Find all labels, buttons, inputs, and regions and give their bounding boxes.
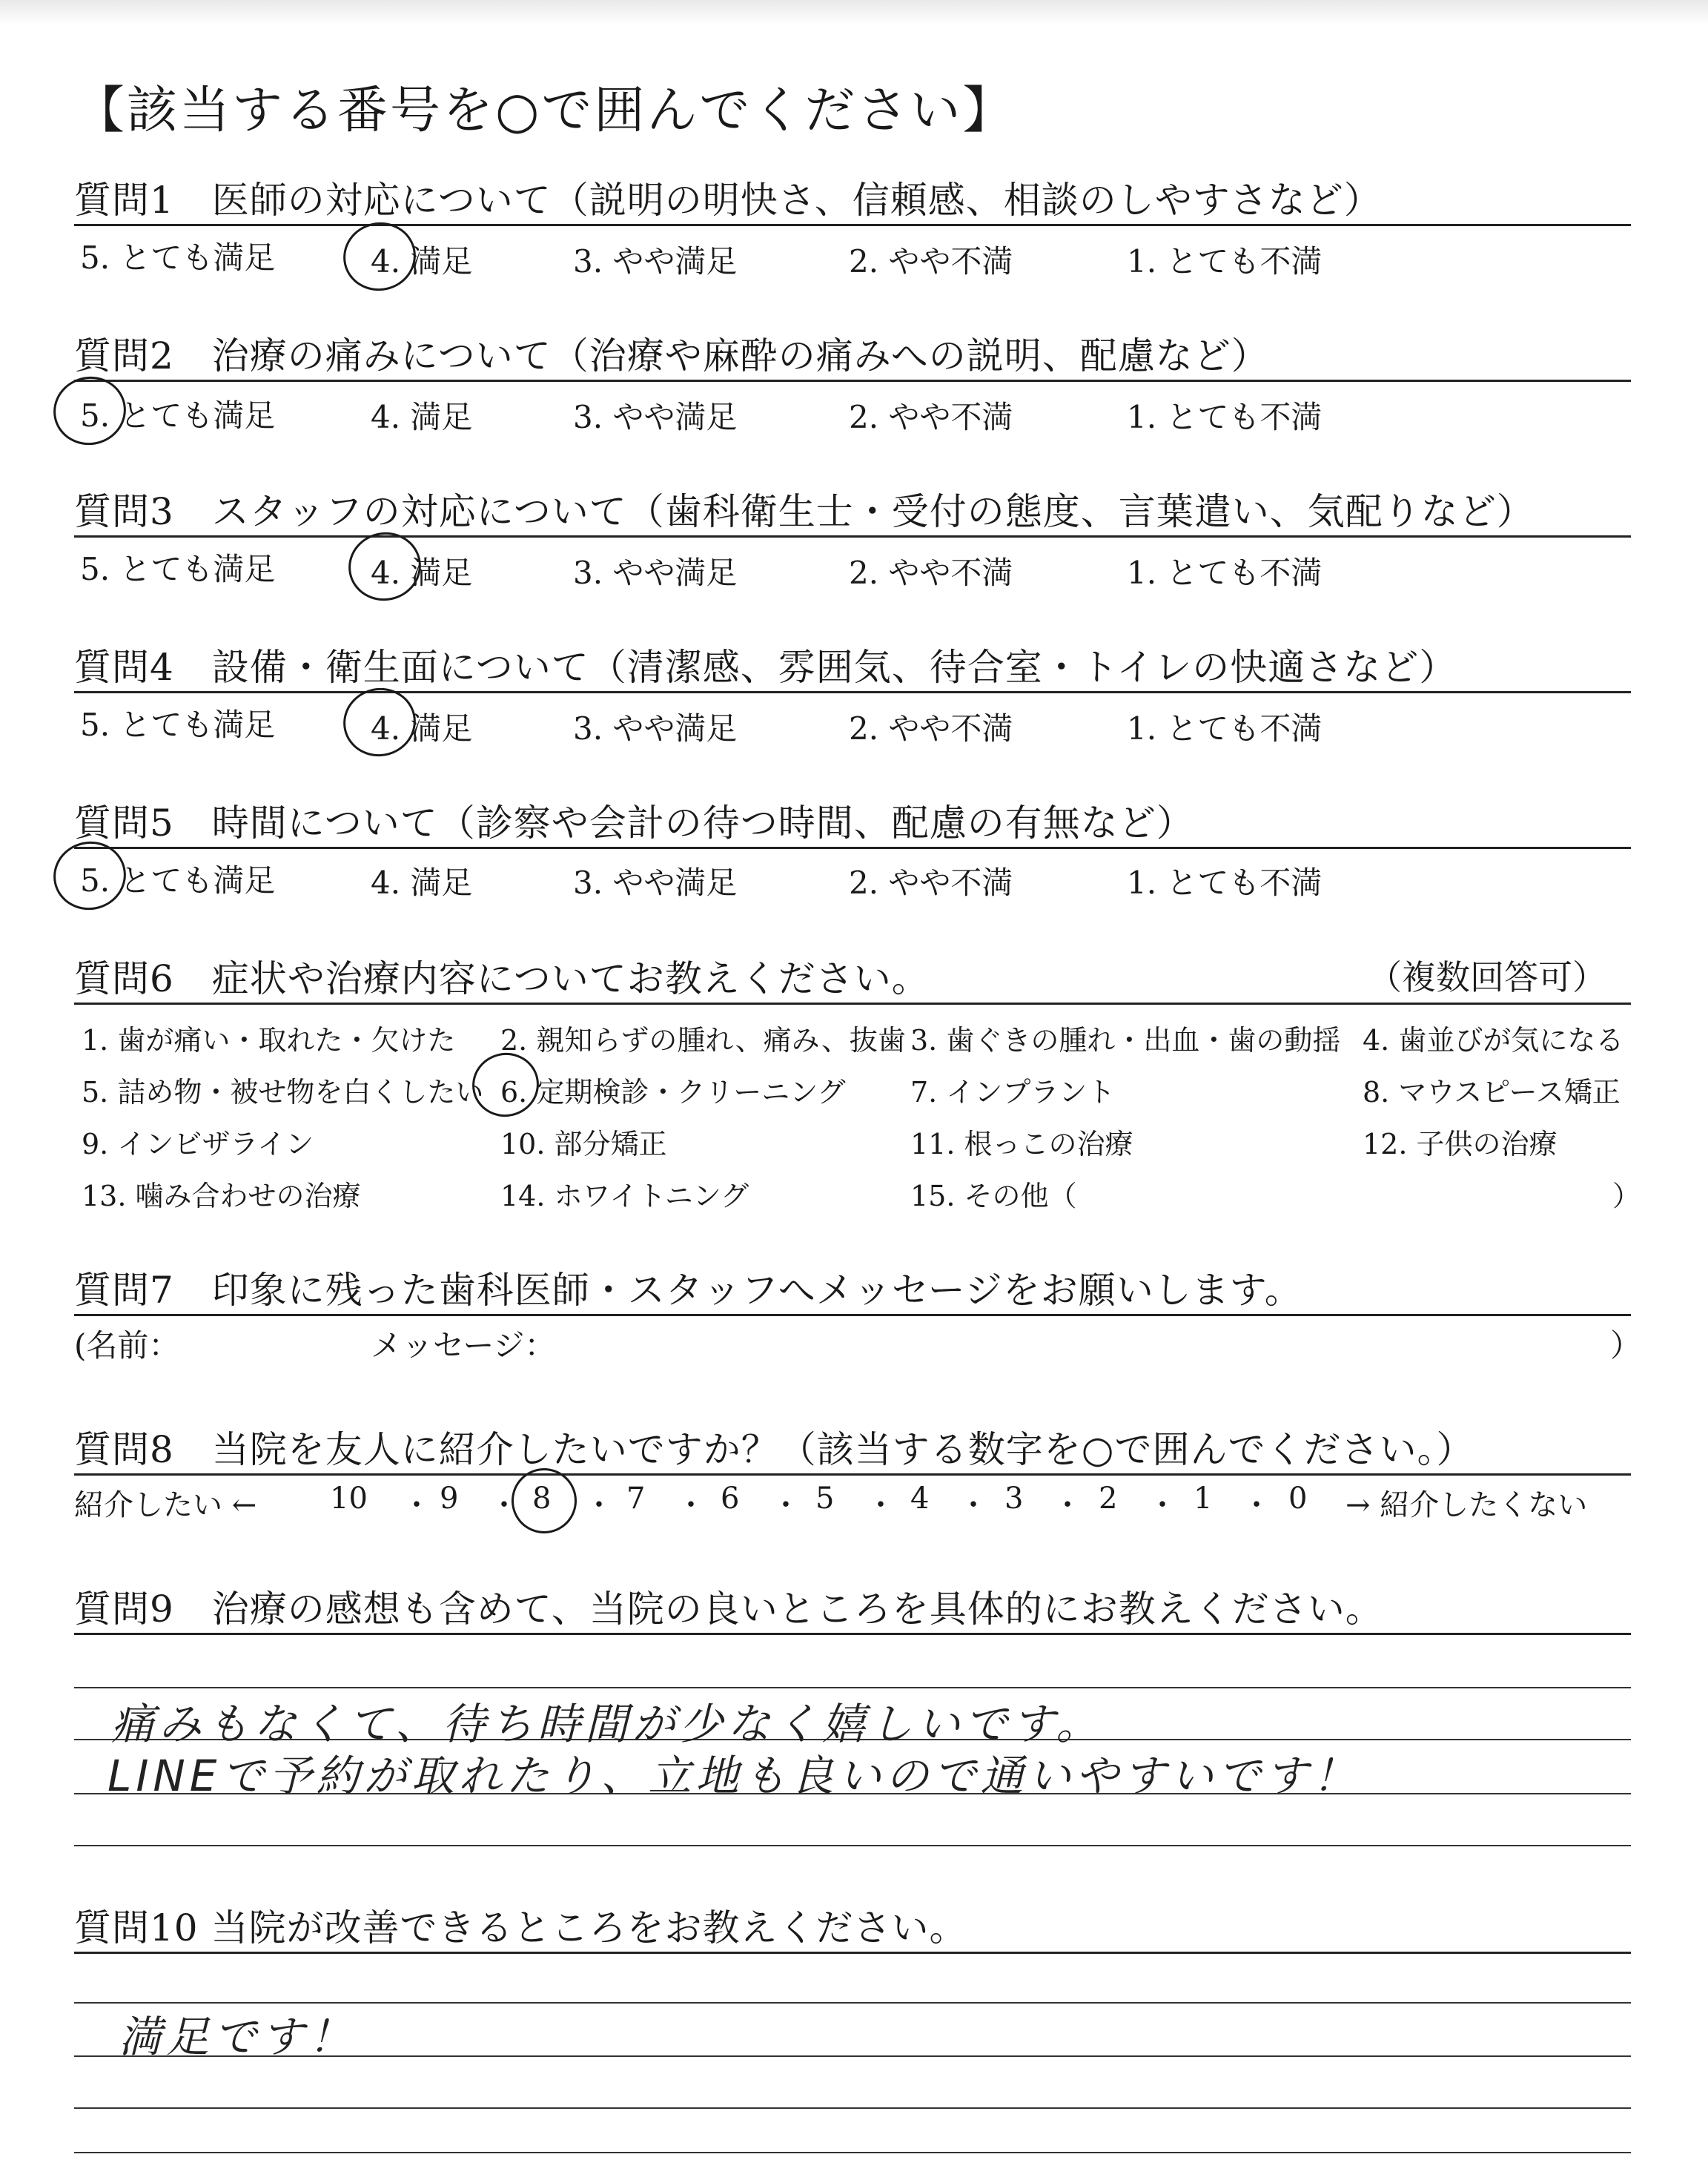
symptom-option[interactable]: 11. 根っこの治療 <box>910 1128 1133 1160</box>
symptom-option[interactable]: 10. 部分矯正 <box>500 1128 667 1160</box>
separator-dot: ・ <box>584 1488 614 1522</box>
option-1[interactable]: 1. とても不満 <box>1127 555 1323 591</box>
handwritten-answer[interactable]: 痛みもなくて、待ち時間が少なく嬉しいです。 <box>111 1699 1104 1749</box>
name-field-label[interactable]: (名前： <box>74 1327 180 1364</box>
symptom-option[interactable]: 2. 親知らずの腫れ、痛み、抜歯 <box>500 1024 906 1057</box>
question-7-title: 質問7 印象に残った歯科医師・スタッフへメッセージをお願いします。 <box>74 1269 1302 1312</box>
option-3[interactable]: 3. やや満足 <box>573 399 738 435</box>
divider <box>74 1003 1631 1005</box>
divider <box>74 847 1631 849</box>
handwritten-answer[interactable]: LINEで予約が取れたり、立地も良いので通いやすいです！ <box>107 1751 1360 1801</box>
writing-line <box>74 2107 1631 2109</box>
scale-value[interactable]: 3 <box>1004 1482 1024 1516</box>
divider <box>74 535 1631 538</box>
question-6-title: 質問6 症状や治療内容についてお教えください。 <box>74 957 930 1000</box>
option-4[interactable]: 4. 満足 <box>371 555 473 591</box>
separator-dot: ・ <box>402 1488 431 1522</box>
question-9-title: 質問9 治療の感想も含めて、当院の良いところを具体的にお教えください。 <box>74 1588 1383 1631</box>
separator-dot: ・ <box>676 1488 706 1522</box>
separator-dot: ・ <box>1148 1488 1177 1522</box>
selected-answer-circle <box>342 526 428 607</box>
option-2[interactable]: 2. やや不満 <box>849 555 1013 591</box>
option-5[interactable]: 5. とても満足 <box>80 862 276 899</box>
scale-value[interactable]: 8 <box>532 1482 552 1516</box>
other-close-paren: ） <box>1612 1180 1641 1212</box>
divider <box>74 691 1631 693</box>
option-4[interactable]: 4. 満足 <box>371 243 473 280</box>
scale-value[interactable]: 1 <box>1194 1482 1213 1516</box>
option-5[interactable]: 5. とても満足 <box>80 707 276 743</box>
message-field-label[interactable]: メッセージ： <box>371 1327 556 1364</box>
option-2[interactable]: 2. やや不満 <box>849 399 1013 435</box>
scale-value[interactable]: 7 <box>626 1482 646 1516</box>
handwritten-answer[interactable]: 満足です！ <box>119 2012 357 2062</box>
separator-dot: ・ <box>1242 1488 1271 1522</box>
option-3[interactable]: 3. やや満足 <box>573 243 738 280</box>
scale-right-label: → 紹介したくない <box>1345 1488 1588 1522</box>
divider <box>74 1952 1631 1954</box>
symptom-option[interactable]: 5. 詰め物・被せ物を白くしたい <box>82 1076 484 1109</box>
separator-dot: ・ <box>489 1488 519 1522</box>
multiple-answer-note: （複数回答可） <box>1368 957 1606 997</box>
symptom-option[interactable]: 7. インプラント <box>910 1076 1116 1109</box>
close-paren: ） <box>1610 1327 1642 1364</box>
option-5[interactable]: 5. とても満足 <box>80 551 276 587</box>
question-5-title: 質問5 時間について（診察や会計の待つ時間、配慮の有無など） <box>74 802 1194 845</box>
question-3-title: 質問3 スタッフの対応について（歯科衛生士・受付の態度、言葉遣い、気配りなど） <box>74 490 1535 533</box>
scale-value[interactable]: 4 <box>910 1482 930 1516</box>
scale-value[interactable]: 10 <box>330 1482 368 1516</box>
option-4[interactable]: 4. 満足 <box>371 710 473 747</box>
selected-answer-circle <box>337 681 423 763</box>
option-2[interactable]: 2. やや不満 <box>849 865 1013 901</box>
question-8-title: 質問8 当院を友人に紹介したいですか？（該当する数字を○で囲んでください。） <box>74 1428 1474 1471</box>
option-4[interactable]: 4. 満足 <box>371 399 473 435</box>
divider <box>74 380 1631 382</box>
symptom-option[interactable]: 14. ホワイトニング <box>500 1180 749 1212</box>
option-5[interactable]: 5. とても満足 <box>80 240 276 276</box>
symptom-option[interactable]: 13. 噛み合わせの治療 <box>82 1180 361 1212</box>
symptom-option[interactable]: 3. 歯ぐきの腫れ・出血・歯の動揺 <box>910 1024 1341 1057</box>
scale-value[interactable]: 5 <box>815 1482 835 1516</box>
scale-left-label: 紹介したい ← <box>74 1488 257 1522</box>
option-2[interactable]: 2. やや不満 <box>849 243 1013 280</box>
writing-line <box>74 1845 1631 1846</box>
symptom-option[interactable]: 15. その他（ <box>910 1180 1077 1212</box>
question-2-title: 質問2 治療の痛みについて（治療や麻酔の痛みへの説明、配慮など） <box>74 334 1269 377</box>
symptom-option[interactable]: 1. 歯が痛い・取れた・欠けた <box>82 1024 456 1057</box>
separator-dot: ・ <box>771 1488 801 1522</box>
option-3[interactable]: 3. やや満足 <box>573 555 738 591</box>
question-10-title: 質問10 当院が改善できるところをお教えください。 <box>74 1906 967 1949</box>
divider <box>74 224 1631 226</box>
option-4[interactable]: 4. 満足 <box>371 865 473 901</box>
option-3[interactable]: 3. やや満足 <box>573 865 738 901</box>
separator-dot: ・ <box>1053 1488 1082 1522</box>
separator-dot: ・ <box>959 1488 988 1522</box>
separator-dot: ・ <box>866 1488 896 1522</box>
option-5[interactable]: 5. とても満足 <box>80 397 276 434</box>
option-1[interactable]: 1. とても不満 <box>1127 243 1323 280</box>
selected-answer-circle <box>337 216 423 297</box>
scale-value[interactable]: 6 <box>721 1482 740 1516</box>
symptom-option[interactable]: 4. 歯並びが気になる <box>1363 1024 1624 1057</box>
writing-line <box>74 2152 1631 2153</box>
divider <box>74 1633 1631 1635</box>
selected-answer-circle <box>47 370 133 452</box>
scale-value[interactable]: 0 <box>1288 1482 1308 1516</box>
question-1-title: 質問1 医師の対応について（説明の明快さ、信頼感、相談のしやすさなど） <box>74 179 1382 222</box>
symptom-option[interactable]: 8. マウスピース矯正 <box>1363 1076 1621 1109</box>
scan-edge <box>0 0 1708 25</box>
symptom-option[interactable]: 9. インビザライン <box>82 1128 314 1160</box>
form-instruction: 【該当する番号を○で囲んでください】 <box>74 82 1016 140</box>
divider <box>74 1314 1631 1316</box>
question-4-title: 質問4 設備・衛生面について（清潔感、雰囲気、待合室・トイレの快適さなど） <box>74 646 1457 689</box>
symptom-option[interactable]: 6. 定期検診・クリーニング <box>500 1076 846 1109</box>
option-1[interactable]: 1. とても不満 <box>1127 865 1323 901</box>
option-3[interactable]: 3. やや満足 <box>573 710 738 747</box>
option-2[interactable]: 2. やや不満 <box>849 710 1013 747</box>
symptom-option[interactable]: 12. 子供の治療 <box>1363 1128 1558 1160</box>
scale-value[interactable]: 2 <box>1099 1482 1118 1516</box>
selected-answer-circle <box>466 1047 545 1123</box>
scale-value[interactable]: 9 <box>440 1482 459 1516</box>
option-1[interactable]: 1. とても不満 <box>1127 710 1323 747</box>
divider <box>74 1473 1631 1476</box>
option-1[interactable]: 1. とても不満 <box>1127 399 1323 435</box>
writing-line <box>74 1687 1631 1688</box>
